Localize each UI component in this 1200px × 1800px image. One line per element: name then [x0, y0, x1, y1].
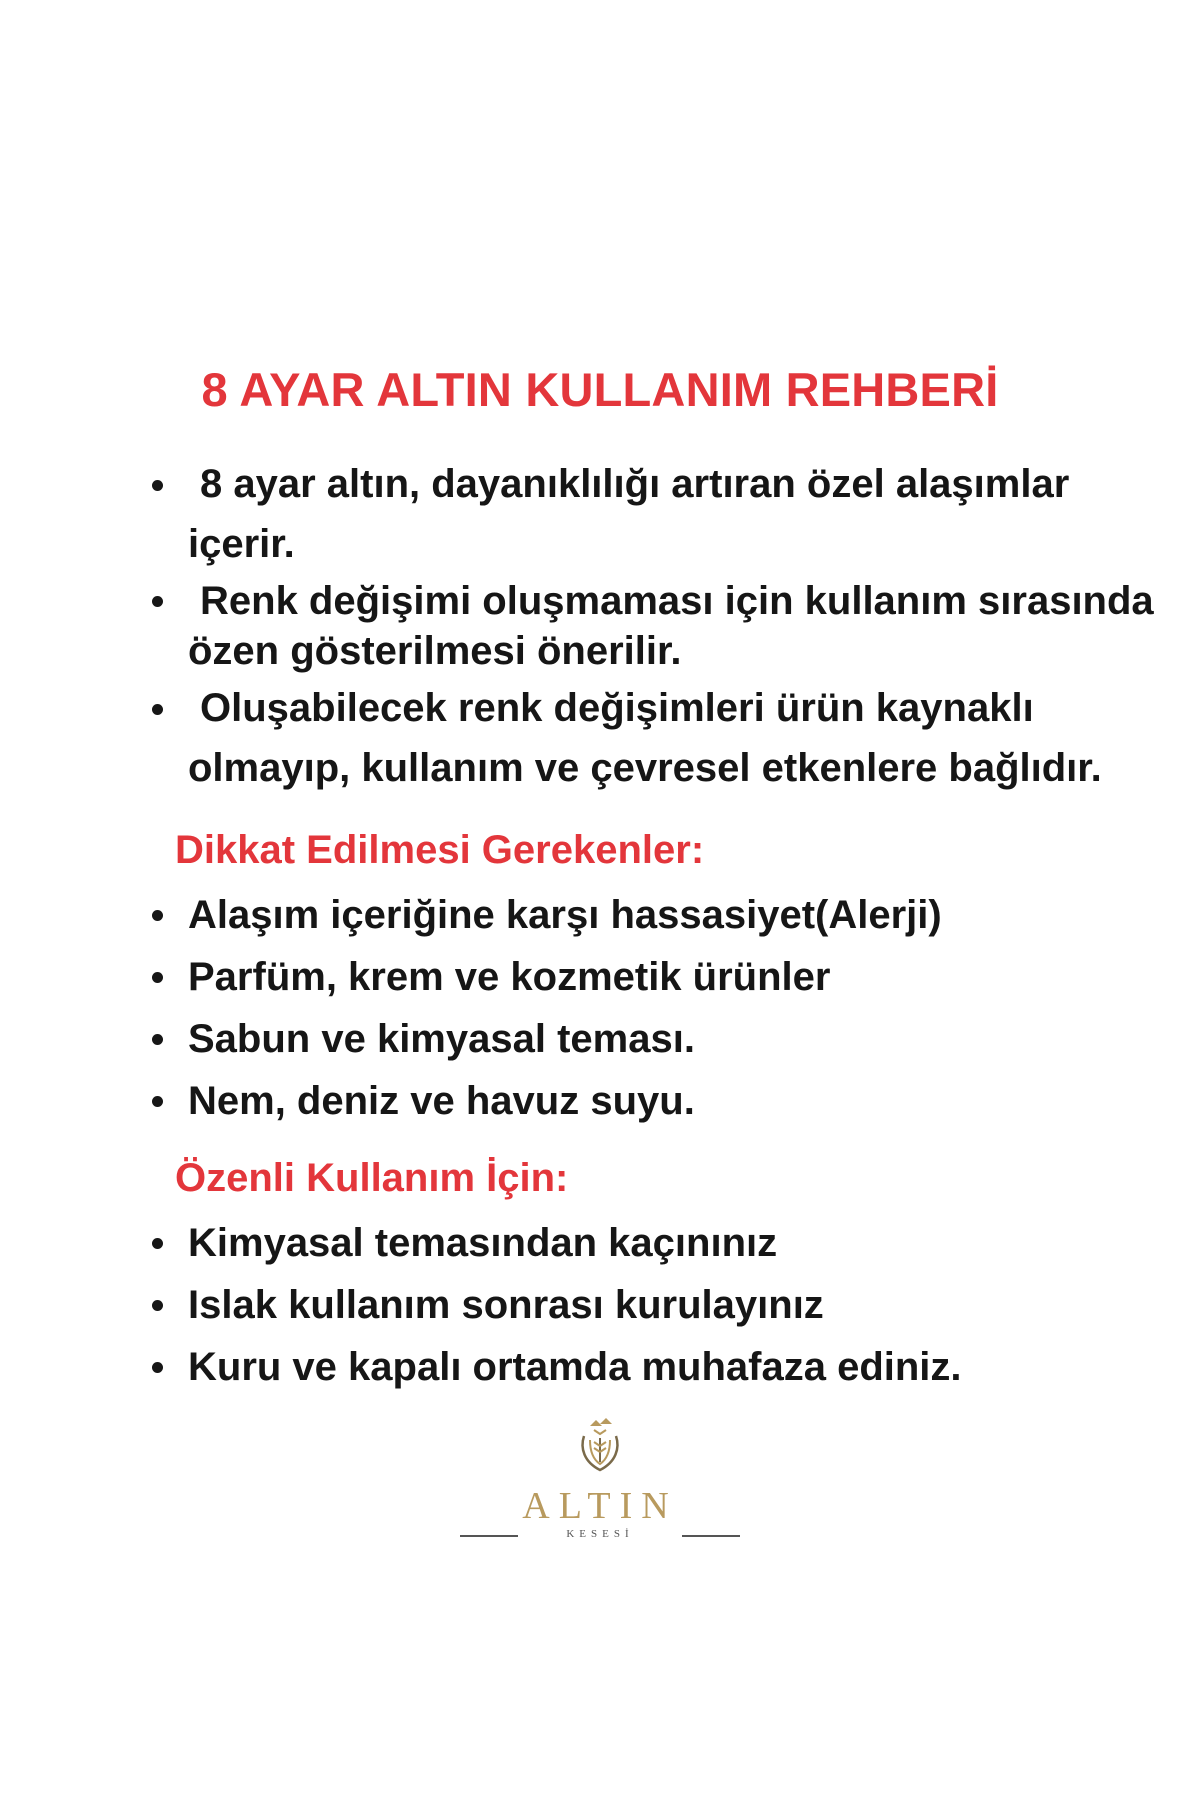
- bullet-icon: [152, 1096, 163, 1107]
- bullet-icon: [152, 1238, 163, 1249]
- list-item: [188, 678, 1168, 798]
- list-item-text: 8 ayar altın, dayanıklılığı artıran özel alaşımlar içerir.: [188, 462, 1070, 566]
- logo-divider: [682, 1535, 740, 1537]
- bullet-icon: [152, 910, 163, 921]
- list-item: [188, 1212, 1168, 1274]
- list-item: [188, 946, 1168, 1008]
- dikkat-heading: Dikkat Edilmesi Gerekenler:: [175, 828, 705, 872]
- bullet-icon: [152, 1362, 163, 1373]
- list-item-text: Nem, deniz ve havuz suyu.: [188, 1079, 695, 1123]
- page-title: 8 AYAR ALTIN KULLANIM REHBERİ: [201, 363, 999, 416]
- bullet-icon: [152, 1300, 163, 1311]
- logo-wordmark: ALTIN: [522, 1485, 678, 1527]
- list-item-text: Alaşım içeriğine karşı hassasiyet(Alerji): [188, 893, 942, 937]
- bullet-icon: [152, 480, 163, 491]
- ozenli-list: [188, 1212, 1168, 1398]
- list-item: [188, 1008, 1168, 1070]
- dikkat-list: [188, 884, 1168, 1132]
- bullet-icon: [152, 704, 163, 715]
- list-item-text: Sabun ve kimyasal teması.: [188, 1017, 695, 1061]
- list-item-text: Parfüm, krem ve kozmetik ürünler: [188, 955, 831, 999]
- list-item: [188, 1070, 1168, 1132]
- list-item: [188, 1274, 1168, 1336]
- list-item-text: Islak kullanım sonrası kurulayınız: [188, 1283, 824, 1327]
- list-item: [188, 1336, 1168, 1398]
- bullet-icon: [152, 596, 163, 607]
- bullet-icon: [152, 1034, 163, 1045]
- list-item-text: Kuru ve kapalı ortamda muhafaza ediniz.: [188, 1345, 962, 1389]
- bullet-icon: [152, 972, 163, 983]
- list-item: [188, 884, 1168, 946]
- brand-logo: [450, 1418, 750, 1568]
- list-item-text: Renk değişimi oluşmaması için kullanım sırasında özen gösterilmesi önerilir.: [188, 579, 1154, 673]
- list-item-text: Oluşabilecek renk değişimleri ürün kaynaklı olmayıp, kullanım ve çevresel etkenlere bağlıdır.: [188, 686, 1102, 790]
- logo-subtitle: KESESİ: [566, 1528, 634, 1540]
- intro-list: [188, 454, 1168, 800]
- list-item: [188, 454, 1168, 574]
- ozenli-heading: Özenli Kullanım İçin:: [175, 1156, 569, 1200]
- gold-pouch-icon: [576, 1418, 624, 1474]
- list-item-text: Kimyasal temasından kaçınınız: [188, 1221, 778, 1265]
- list-item: [188, 576, 1168, 676]
